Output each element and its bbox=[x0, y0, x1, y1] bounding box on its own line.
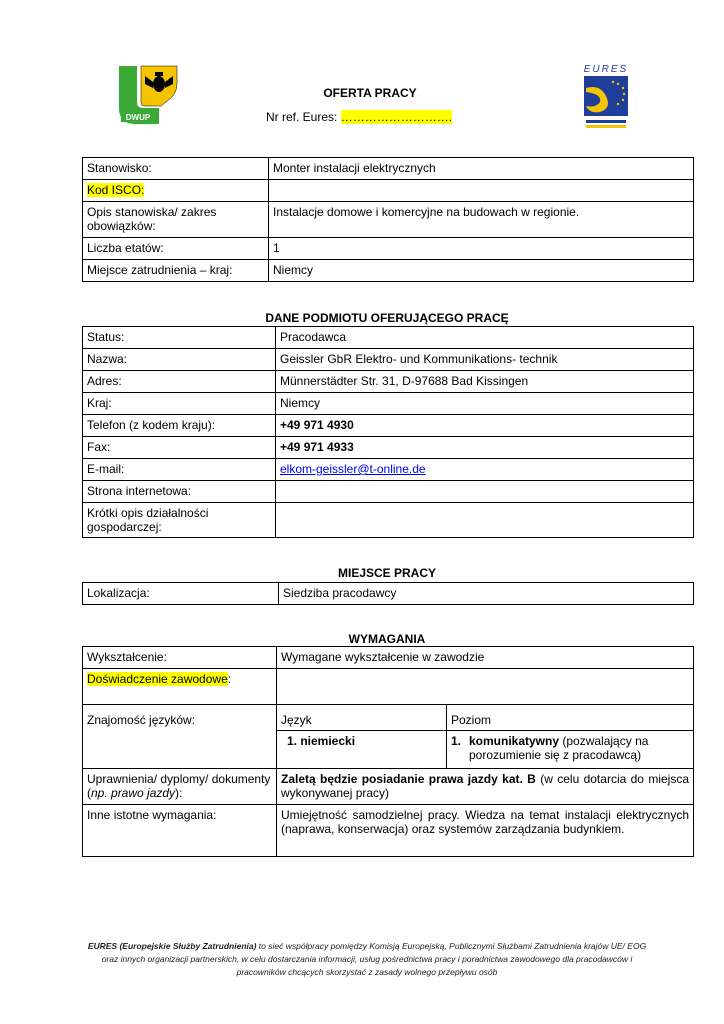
level-1-number: 1. bbox=[451, 734, 462, 748]
offer-positions-count-value: 1 bbox=[269, 238, 694, 260]
employer-fax-label: Fax: bbox=[83, 437, 276, 459]
table-row bbox=[83, 769, 694, 805]
eures-logo-text: EURES bbox=[583, 64, 629, 75]
language-1: 1. niemiecki bbox=[277, 731, 447, 769]
level-1-description: (pozwalający na porozumienie się z pracodawcą) bbox=[469, 734, 649, 762]
employer-phone-value: +49 971 4930 bbox=[276, 415, 694, 437]
offer-position-label: Stanowisko: bbox=[83, 158, 269, 180]
table-row bbox=[83, 260, 694, 282]
employer-country-label: Kraj: bbox=[83, 393, 276, 415]
offer-positions-count-label: Liczba etatów: bbox=[83, 238, 269, 260]
isco-label-text: Kod ISCO: bbox=[87, 183, 145, 197]
employer-section-title: DANE PODMIOTU OFERUJĄCEGO PRACĘ bbox=[265, 311, 509, 325]
employer-email-cell bbox=[276, 459, 694, 481]
table-row bbox=[83, 669, 694, 705]
workplace-location-value: Siedziba pracodawcy bbox=[279, 583, 694, 605]
reference-value: ………………………. bbox=[340, 110, 453, 124]
employer-country-value: Niemcy bbox=[276, 393, 694, 415]
employer-business-description-value bbox=[276, 503, 694, 538]
table-row bbox=[83, 503, 694, 538]
offer-position-value: Monter instalacji elektrycznych bbox=[269, 158, 694, 180]
requirements-section-title: WYMAGANIA bbox=[348, 632, 426, 646]
licenses-value-bold: Zaletą będzie posiadanie prawa jazdy kat. B bbox=[281, 772, 536, 786]
level-1-name: komunikatywny bbox=[469, 734, 560, 748]
table-row bbox=[83, 180, 694, 202]
table-row bbox=[83, 459, 694, 481]
table-row bbox=[83, 647, 694, 669]
offer-description-value: Instalacje domowe i komercyjne na budowach w regionie. bbox=[269, 202, 694, 238]
dwup-logo bbox=[115, 62, 181, 128]
table-row bbox=[83, 371, 694, 393]
table-row bbox=[83, 437, 694, 459]
table-row bbox=[83, 481, 694, 503]
workplace-location-label: Lokalizacja: bbox=[83, 583, 279, 605]
table-row bbox=[83, 238, 694, 260]
employer-name-label: Nazwa: bbox=[83, 349, 276, 371]
licenses-label-end: ): bbox=[175, 786, 183, 800]
table-row bbox=[83, 349, 694, 371]
licenses-label bbox=[83, 769, 277, 805]
offer-isco-value bbox=[269, 180, 694, 202]
table-row bbox=[83, 583, 694, 605]
employer-business-description-label: Krótki opis działalności gospodarczej: bbox=[83, 503, 276, 538]
footer-note bbox=[82, 940, 652, 979]
eures-logo bbox=[578, 62, 634, 132]
employer-address-label: Adres: bbox=[83, 371, 276, 393]
reference-number bbox=[266, 110, 452, 124]
employer-name-value: Geissler GbR Elektro- und Kommunikations- technik bbox=[276, 349, 694, 371]
employer-website-value bbox=[276, 481, 694, 503]
offer-table bbox=[82, 157, 694, 282]
language-column-header: Język bbox=[277, 705, 447, 731]
employer-email-link[interactable]: elkom-geissler@t-online.de bbox=[280, 462, 426, 476]
table-row bbox=[83, 327, 694, 349]
table-row bbox=[83, 158, 694, 180]
education-value: Wymagane wykształcenie w zawodzie bbox=[277, 647, 694, 669]
offer-isco-label bbox=[83, 180, 269, 202]
footer-lead: EURES (Europejskie Służby Zatrudnienia) bbox=[87, 941, 257, 951]
dwup-logo-text: DWUP bbox=[125, 113, 151, 122]
experience-label bbox=[83, 669, 277, 705]
languages-label: Znajomość języków: bbox=[83, 705, 277, 769]
licenses-label-example: np. prawo jazdy bbox=[91, 786, 176, 800]
offer-country-value: Niemcy bbox=[269, 260, 694, 282]
employer-phone-label: Telefon (z kodem kraju): bbox=[83, 415, 276, 437]
table-row bbox=[83, 202, 694, 238]
employer-address-value: Münnerstädter Str. 31, D-97688 Bad Kissingen bbox=[276, 371, 694, 393]
employer-status-label: Status: bbox=[83, 327, 276, 349]
page-title: OFERTA PRACY bbox=[323, 86, 417, 100]
experience-value bbox=[277, 669, 694, 705]
workplace-section-title: MIEJSCE PRACY bbox=[337, 566, 437, 580]
level-column-header: Poziom bbox=[447, 705, 694, 731]
workplace-table bbox=[82, 582, 694, 605]
education-label: Wykształcenie: bbox=[83, 647, 277, 669]
employer-fax-value: +49 971 4933 bbox=[276, 437, 694, 459]
experience-label-text: Doświadczenie zawodowe bbox=[87, 672, 228, 686]
licenses-label-start: Uprawnienia/ dyplomy/ dokumenty ( bbox=[87, 772, 271, 800]
offer-country-label: Miejsce zatrudnienia – kraj: bbox=[83, 260, 269, 282]
licenses-value-rest: (w celu dotarcia do miejsca wykonywanej pracy) bbox=[281, 772, 690, 800]
offer-description-label: Opis stanowiska/ zakres obowiązków: bbox=[83, 202, 269, 238]
requirements-table bbox=[82, 646, 694, 857]
employer-website-label: Strona internetowa: bbox=[83, 481, 276, 503]
licenses-value bbox=[277, 769, 694, 805]
table-row bbox=[83, 393, 694, 415]
other-requirements-label: Inne istotne wymagania: bbox=[83, 805, 277, 857]
level-1 bbox=[447, 731, 694, 769]
reference-label: Nr ref. Eures: bbox=[266, 110, 341, 124]
other-requirements-value: Umiejętność samodzielnej pracy. Wiedza na temat instalacji elektrycznych (naprawa, konserwacja) oraz systemów zarządzania budynkiem. bbox=[277, 805, 694, 857]
employer-status-value: Pracodawca bbox=[276, 327, 694, 349]
table-row bbox=[83, 415, 694, 437]
employer-table bbox=[82, 326, 694, 538]
table-row bbox=[83, 705, 694, 731]
footer-text: to sieć współpracy pomiędzy Komisją Europejską, Publicznymi Służbami Zatrudnienia krajów UE/ EOG oraz innych organizacji partnerskich, w celu dostarczania informacji, usług pośrednictwa pracy i poradnictwa zawodowego dla pracodawców i pracowników chcących skorzystać z zasady wolnego przepływu osób bbox=[101, 941, 647, 977]
experience-label-colon: : bbox=[227, 672, 232, 686]
table-row bbox=[83, 805, 694, 857]
employer-email-label: E-mail: bbox=[83, 459, 276, 481]
